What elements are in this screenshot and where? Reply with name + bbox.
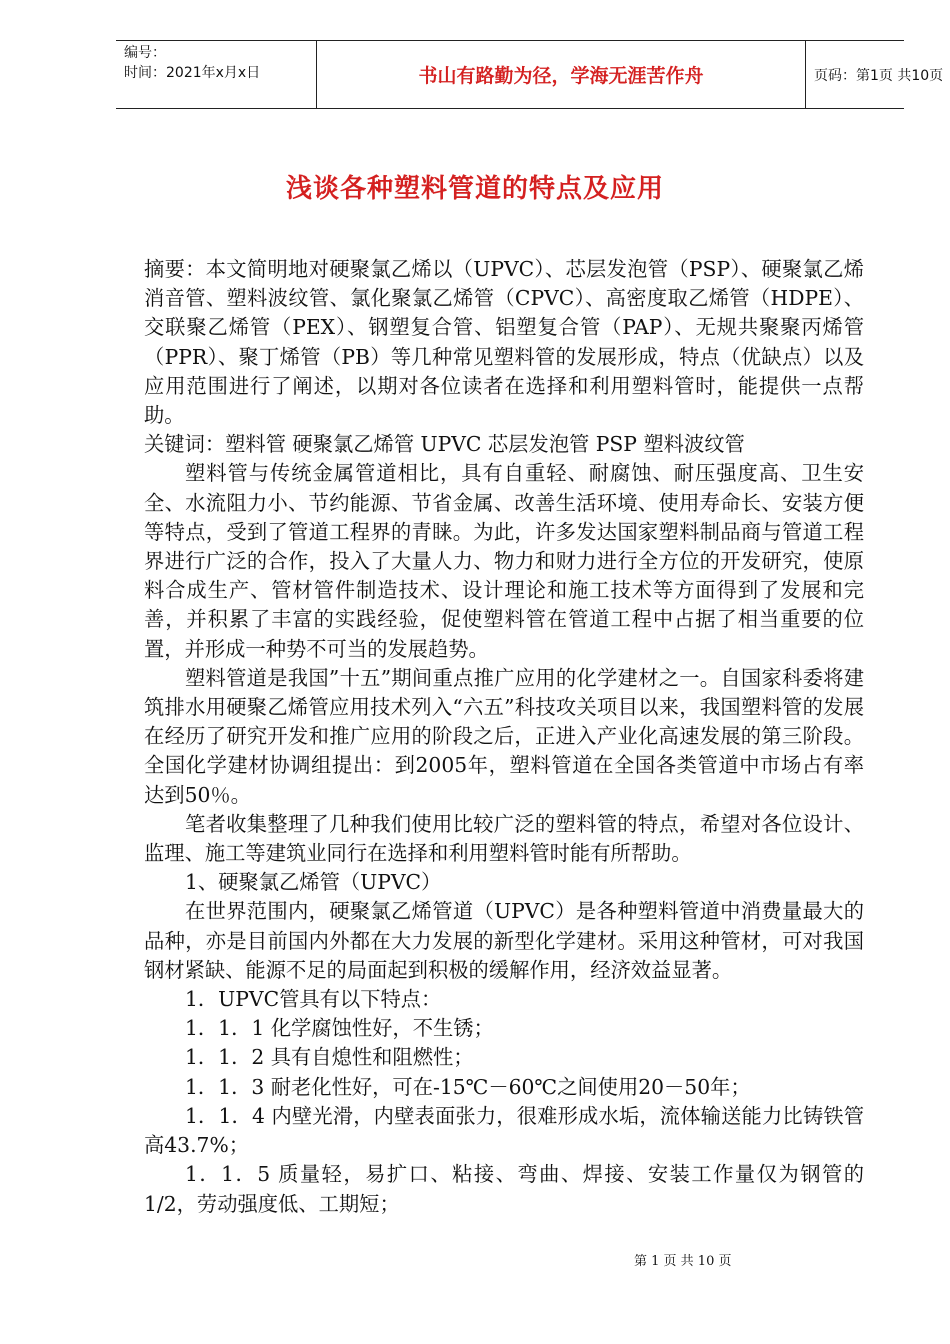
paragraph: 在世界范围内，硬聚氯乙烯管道（UPVC）是各种塑料管道中消费量最大的品种，亦是目前国内外都在大力发展的新型化学建材。采用这种管材，可对我国钢材紧缺、能源不足的局面起到积极的缓解作用，经济效益显著。 xyxy=(144,899,864,982)
paragraph: 笔者收集整理了几种我们使用比较广泛的塑料管的特点，希望对各位设计、监理、施工等建筑业同行在选择和利用塑料管时能有所帮助。 xyxy=(144,811,864,866)
paragraph: 塑料管道是我国”十五”期间重点推广应用的化学建材之一。自国家科委将建筑排水用硬聚乙烯管应用技术列入“六五”科技攻关项目以来，我国塑料管的发展在经历了研究开发和推广应用的阶段之后，正进入产业化高速发展的第三阶段。全国化学建材协调组提出：到2005年，塑料管道在全国各类管道中市场占有率达到50％。 xyxy=(144,665,864,807)
paragraph: 1．1．2 具有自熄性和阻燃性； xyxy=(185,1045,474,1070)
document-number-label: 编号： xyxy=(124,45,166,61)
paragraph: 1．1．1 化学腐蚀性好，不生锈； xyxy=(185,1016,494,1041)
paragraph: 1．UPVC管具有以下特点： xyxy=(185,987,442,1012)
header-meta xyxy=(116,41,316,108)
header-motto: 书山有路勤为径，学海无涯苦作舟 xyxy=(316,41,806,108)
paragraph: 关键词：塑料管 硬聚氯乙烯管 UPVC 芯层发泡管 PSP 塑料波纹管 xyxy=(144,432,745,457)
document-title: 浅谈各种塑料管道的特点及应用 xyxy=(285,174,664,204)
paragraph: 1．1．3 耐老化性好，可在-15℃－60℃之间使用20－50年； xyxy=(185,1074,751,1099)
header-page-label: 页码：第1页 共10页 xyxy=(814,67,944,84)
paragraph: 1．1．5 质量轻，易扩口、粘接、弯曲、焊接、安装工作量仅为钢管的1/2，劳动强度低、工期短； xyxy=(144,1162,864,1216)
paragraph: 摘要：本文简明地对硬聚氯乙烯以（UPVC）、芯层发泡管（PSP）、硬聚氯乙烯消音管、塑料波纹管、氯化聚氯乙烯管（CPVC）、高密度取乙烯管（HDPE）、交联聚乙烯管（PEX）、钢塑复合管、铝塑复合管（PAP）、无规共聚聚丙烯管（PPR）、聚丁烯管（PB）等几种常见塑料管的发展形成，特点（优缺点）以及应用范围进行了阐述，以期对各位读者在选择和利用塑料管时，能提供一点帮助。 xyxy=(144,257,864,428)
document-body xyxy=(144,255,864,1219)
document-time-label: 时间：2021年x月x日 xyxy=(124,65,261,81)
page-header xyxy=(116,40,944,109)
paragraph: 塑料管与传统金属管道相比，具有自重轻、耐腐蚀、耐压强度高、卫生安全、水流阻力小、节约能源、节省金属、改善生活环境、使用寿命长、安装方便等特点，受到了管道工程界的青睐。为此，许多发达国家塑料制品商与管道工程界进行广泛的合作，投入了大量人力、物力和财力进行全方位的开发研究，使原料合成生产、管材管件制造技术、设计理论和施工技术等方面得到了发展和完善，并积累了丰富的实践经验，促使塑料管在管道工程中占据了相当重要的位置，并形成一种势不可当的发展趋势。 xyxy=(144,461,864,661)
paragraph: 1、硬聚氯乙烯管（UPVC） xyxy=(185,870,442,895)
paragraph: 1．1．4 内壁光滑，内壁表面张力，很难形成水垢，流体输送能力比铸铁管高43.7%； xyxy=(144,1103,864,1158)
footer-page-number: 第 1 页 共 10 页 xyxy=(634,1254,732,1269)
